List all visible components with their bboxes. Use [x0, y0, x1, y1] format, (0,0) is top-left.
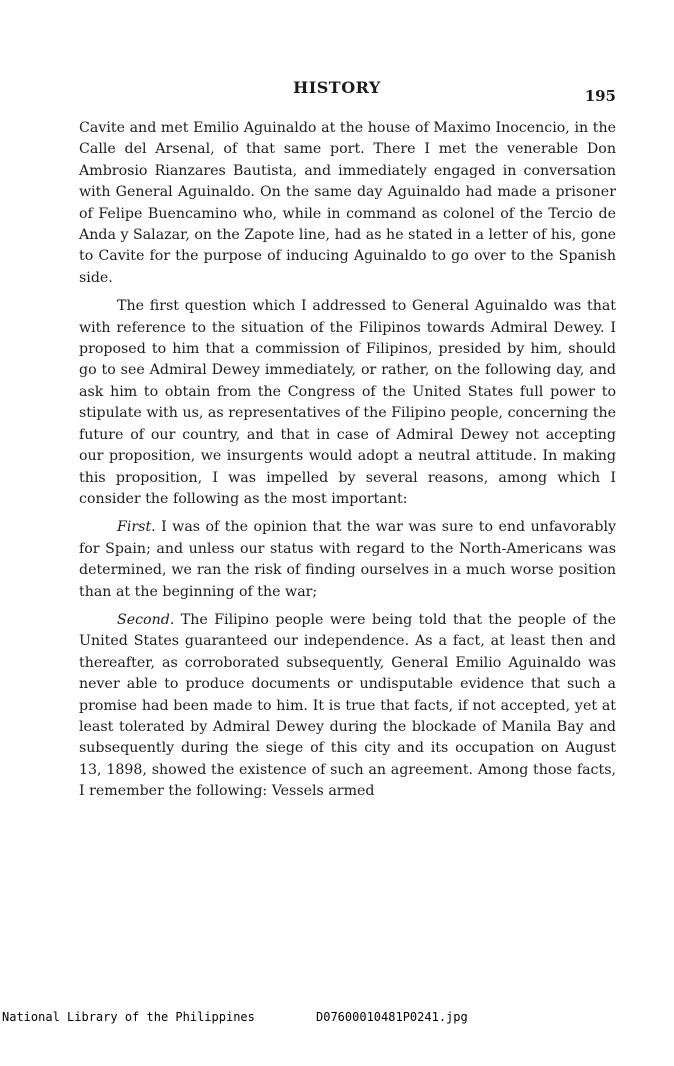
- running-title: HISTORY: [293, 78, 381, 97]
- paragraph-3-lead: First.: [117, 519, 156, 536]
- page-number: 195: [584, 87, 616, 105]
- paragraph-2: The first question which I addressed to General Aguinaldo was that with reference to the situation of the Filipinos towards Admiral Dewey. I proposed to him that a commission of Filipinos, presided by him, should go to see Admiral Dewey immediately, or rather, on the following day, and ask him to obtain from the Congress of the United States full power to stipulate with us, as representatives of the Filipino people, concerning the future of our country, and that in case of Admiral Dewey not accepting our proposition, we insurgents would adopt a neutral attitude. In making this proposition, I was impelled by several reasons, among which I consider the following as the most important:: [79, 298, 616, 507]
- footer-filename: D07600010481P0241.jpg: [316, 1010, 468, 1024]
- paragraph-4-text: The Filipino people were being told that the people of the United States guaranteed our independence. As a fact, at least then and thereafter, as corroborated subsequently, General Emilio Aguinaldo was never able to produce documents or undisputable evidence that such a promise had been made to him. It is true that facts, if not accepted, yet at least tolerated by Admiral Dewey during the blockade of Manila Bay and subsequently during the siege of this city and its occupation on August 13, 1898, showed the existence of such an agreement. Among those facts, I remember the following: Vessels armed: [79, 611, 616, 800]
- scan-footer: [0, 1010, 674, 1026]
- paragraph-1: Cavite and met Emilio Aguinaldo at the house of Maximo Inocencio, in the Calle del Arsenal, of that same port. There I met the venerable Don Ambrosio Rianzares Bautista, and immediately engaged in conversation with General Aguinaldo. On the same day Aguinaldo had made a prisoner of Felipe Buencamino who, while in command as colonel of the Tercio de Anda y Salazar, on the Zapote line, had as he stated in a letter of his, gone to Cavite for the purpose of inducing Aguinaldo to go over to the Spanish side.: [79, 120, 616, 286]
- paragraph-3: [79, 517, 616, 603]
- body-text: [79, 118, 616, 810]
- paragraph-4: [79, 610, 616, 803]
- paragraph-4-lead: Second.: [117, 611, 175, 628]
- footer-library: National Library of the Philippines: [2, 1010, 255, 1024]
- paragraph-3-text: I was of the opinion that the war was sure to end unfavorably for Spain; and unless our status with regard to the North-Americans was determined, we ran the risk of finding ourselves in a much worse position than at the beginning of the war;: [79, 519, 616, 600]
